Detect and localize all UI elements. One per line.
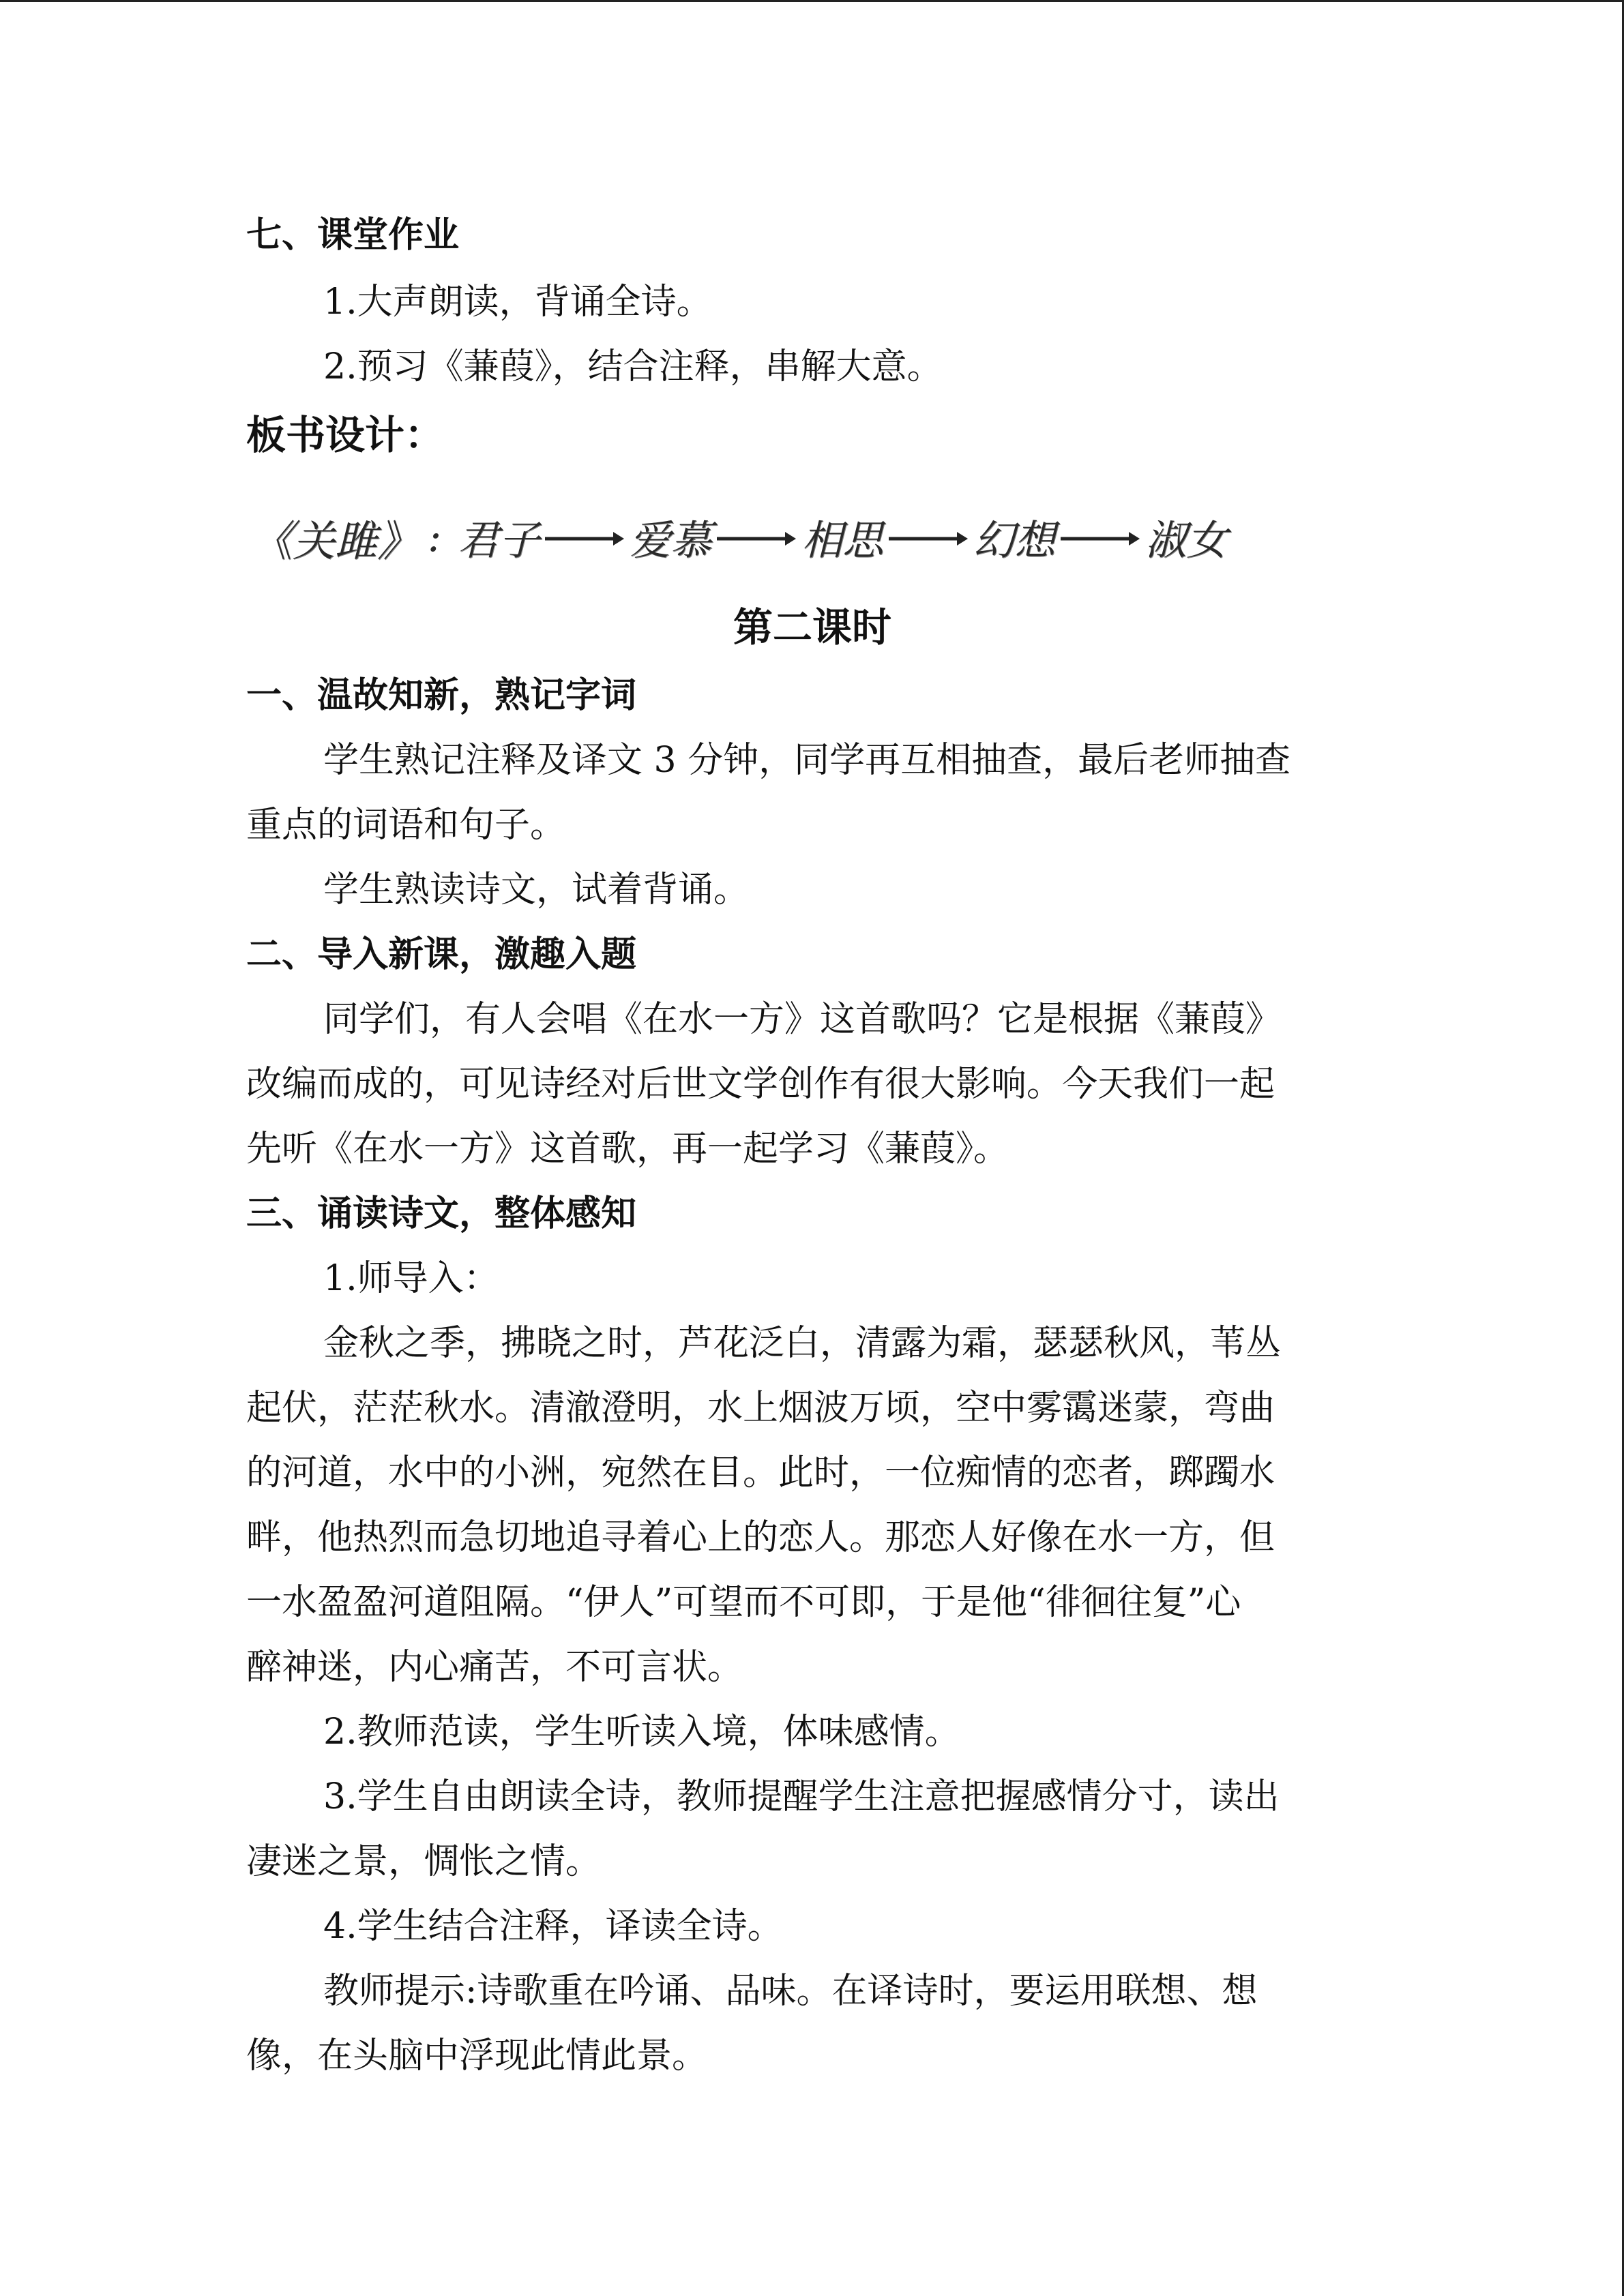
board-design-heading: 板书设计： xyxy=(246,412,445,458)
teacher-intro-line: 醉神迷，内心痛苦，不可言状。 xyxy=(246,1647,743,1688)
section-1-paragraph-line: 重点的词语和句子。 xyxy=(246,805,566,846)
page-top-border xyxy=(0,0,1624,2)
section-3-item-3-line: 凄迷之景，惆怅之情。 xyxy=(246,1841,602,1882)
section-3-item-4: 4.学生结合注释，译读全诗。 xyxy=(323,1906,783,1947)
teacher-intro-line: 的河道，水中的小洲，宛然在目。此时，一位痴情的恋者，踯躅水 xyxy=(246,1452,1275,1493)
teacher-tip-line: 像，在头脑中浮现此情此景。 xyxy=(246,2036,708,2076)
board-step-5: 淑女 xyxy=(1145,517,1228,565)
section-3-heading: 三、诵读诗文，整体感知 xyxy=(246,1193,637,1234)
section-3-item-1: 1.师导入： xyxy=(323,1258,499,1299)
teacher-intro-line: 起伏，茫茫秋水。清澈澄明，水上烟波万顷，空中雾霭迷蒙，弯曲 xyxy=(246,1388,1275,1429)
section-3-item-2: 2.教师范读，学生听读入境，体味感情。 xyxy=(323,1712,960,1753)
teacher-intro-line: 金秋之季，拂晓之时，芦花泛白，清露为霜，瑟瑟秋风，苇丛 xyxy=(323,1323,1282,1364)
homework-item-1: 1.大声朗读，背诵全诗。 xyxy=(323,282,712,323)
board-step-4: 幻想 xyxy=(973,517,1056,565)
teacher-tip-line: 教师提示:诗歌重在吟诵、品味。在译诗时，要运用联想、想 xyxy=(323,1971,1258,2012)
section-2-paragraph-line: 同学们，有人会唱《在水一方》这首歌吗？它是根据《蒹葭》 xyxy=(323,999,1282,1040)
board-title: 《关雎》 xyxy=(250,516,420,566)
board-step-1: 君子 xyxy=(458,517,540,565)
board-design-diagram xyxy=(246,505,1365,570)
section-3-item-3-line: 3.学生自由朗读全诗，教师提醒学生注意把握感情分寸，读出 xyxy=(323,1776,1280,1817)
section-2-paragraph-line: 先听《在水一方》这首歌，再一起学习《蒹葭》。 xyxy=(246,1129,1009,1169)
section-1-heading: 一、温故知新，熟记字词 xyxy=(246,675,637,716)
section-1-paragraph-line: 学生熟记注释及译文 3 分钟，同学再互相抽查，最后老师抽查 xyxy=(323,740,1291,781)
board-colon: : xyxy=(428,513,442,561)
teacher-intro-line: 畔，他热烈而急切地追寻着心上的恋人。那恋人好像在水一方，但 xyxy=(246,1517,1275,1558)
board-step-3: 相思 xyxy=(801,517,884,565)
teacher-intro-line: 一水盈盈河道阻隔。“伊人”可望而不可即，于是他“徘徊往复”心 xyxy=(246,1582,1241,1623)
right-arrow-icon xyxy=(887,517,969,558)
right-arrow-icon xyxy=(1059,517,1141,558)
section-1-paragraph-2: 学生熟读诗文，试着背诵。 xyxy=(323,869,750,910)
section-2-paragraph-line: 改编而成的，可见诗经对后世文学创作有很大影响。今天我们一起 xyxy=(246,1064,1275,1105)
right-arrow-icon xyxy=(715,517,797,558)
section-7-heading: 七、课堂作业 xyxy=(246,215,460,256)
right-arrow-icon xyxy=(544,517,625,558)
section-2-heading: 二、导入新课，激趣入题 xyxy=(246,934,637,975)
homework-item-2: 2.预习《蒹葭》，结合注释，串解大意。 xyxy=(323,346,943,387)
board-step-2: 爱慕 xyxy=(630,517,712,565)
lesson-2-title: 第二课时 xyxy=(733,604,891,651)
